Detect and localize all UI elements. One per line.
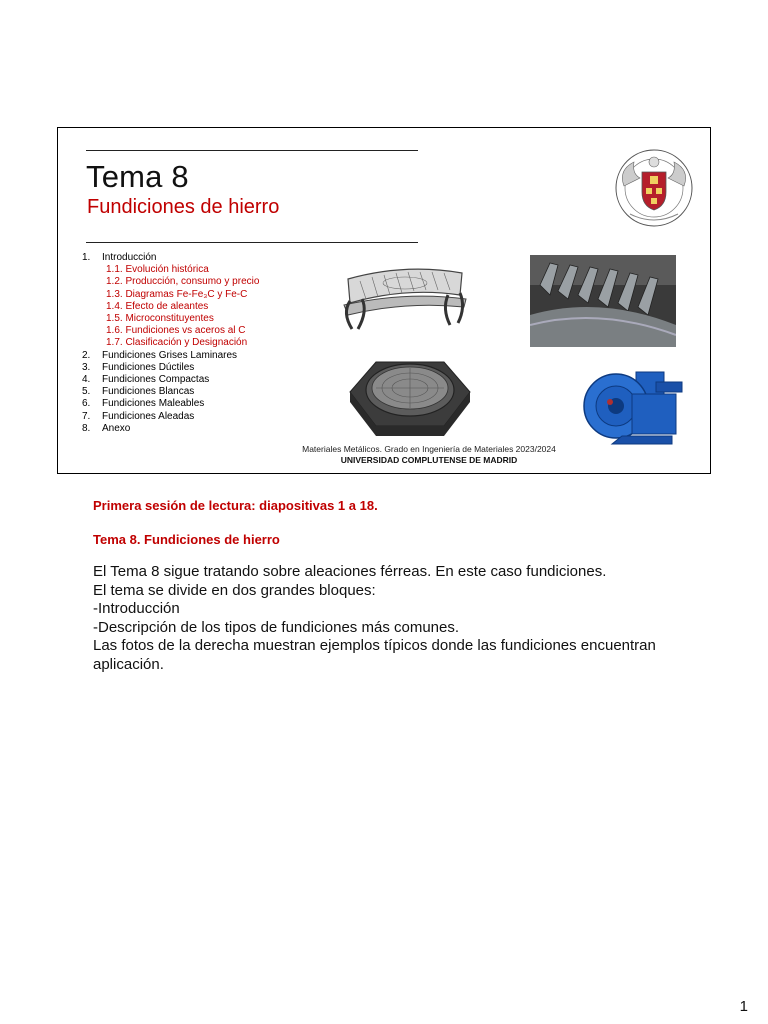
notes-line: El Tema 8 sigue tratando sobre aleaciones férreas. En este caso fundiciones. [93, 563, 607, 580]
toc-item [82, 423, 259, 435]
title-top-rule [86, 150, 418, 151]
toc-number: 3. [82, 361, 91, 373]
slide-subtitle: Fundiciones de hierro [87, 196, 280, 218]
toc-label: 1.6. Fundiciones vs aceros al C [106, 325, 246, 337]
slide-footer-course: Materiales Metálicos. Grado en Ingeniería de Materiales 2023/2024 [302, 444, 556, 454]
manhole-cover-image [346, 342, 474, 438]
toc-item [82, 362, 259, 374]
slide-thumbnail [57, 127, 711, 474]
centrifugal-pump-image [570, 358, 688, 448]
toc-label: 1.1. Evolución histórica [106, 264, 209, 276]
toc-subitem [82, 325, 259, 337]
toc-subitem [82, 337, 259, 349]
toc-subitem [82, 264, 259, 276]
toc-label: Fundiciones Maleables [102, 398, 205, 410]
toc-subitem [82, 276, 259, 288]
cast-iron-machinery-image [530, 255, 676, 347]
toc-label: 1.3. Diagramas Fe-Fe₃C y Fe-C [106, 288, 248, 300]
toc-label: Anexo [102, 422, 131, 434]
speaker-notes [93, 498, 693, 674]
notes-line: El tema se divide en dos grandes bloques: [93, 581, 376, 599]
toc-label: Fundiciones Dúctiles [102, 361, 195, 373]
toc-item [82, 386, 259, 398]
notes-line: -Descripción de los tipos de fundiciones más comunes. [93, 618, 460, 636]
toc-label: 1.7. Clasificación y Designación [106, 337, 248, 349]
toc-label: Fundiciones Aleadas [102, 410, 195, 422]
toc-label: Fundiciones Grises Laminares [102, 349, 238, 361]
toc-number: 5. [82, 386, 91, 398]
university-seal-logo [614, 148, 694, 228]
topic-heading: Tema 8. Fundiciones de hierro [93, 532, 280, 547]
toc-subitem [82, 289, 259, 301]
toc-label: 1.4. Efecto de aleantes [106, 300, 209, 312]
toc-label: 1.2. Producción, consumo y precio [106, 276, 260, 288]
slide-footer-university: UNIVERSIDAD COMPLUTENSE DE MADRID [340, 455, 518, 465]
notes-line: Las fotos de la derecha muestran ejemplos típicos donde las fundiciones encuentran aplicación. [93, 637, 656, 673]
page-number: 1 [739, 998, 748, 1015]
toc-item [82, 398, 259, 410]
toc-number: 1. [82, 252, 91, 263]
toc-number: 6. [82, 398, 91, 410]
slide-title: Tema 8 [86, 159, 189, 194]
notes-body [93, 563, 693, 674]
toc-item [82, 350, 259, 362]
toc-label: Fundiciones Compactas [102, 374, 210, 386]
toc-subitem [82, 301, 259, 313]
toc-number: 8. [82, 422, 91, 434]
toc-label: 1.5. Microconstituyentes [106, 313, 214, 325]
session-heading: Primera sesión de lectura: diapositivas 1 a 18. [93, 498, 378, 513]
toc-label: Introducción [102, 252, 157, 263]
table-of-contents [82, 252, 259, 435]
toc-number: 2. [82, 349, 91, 361]
toc-label: Fundiciones Blancas [102, 386, 195, 398]
cast-iron-bench-image [340, 259, 470, 335]
toc-subitem [82, 313, 259, 325]
toc-item [82, 252, 259, 264]
toc-item [82, 374, 259, 386]
toc-number: 7. [82, 410, 91, 422]
toc-number: 4. [82, 374, 91, 386]
notes-line: -Introducción [93, 600, 180, 617]
title-bottom-rule [86, 242, 418, 243]
toc-item [82, 411, 259, 423]
